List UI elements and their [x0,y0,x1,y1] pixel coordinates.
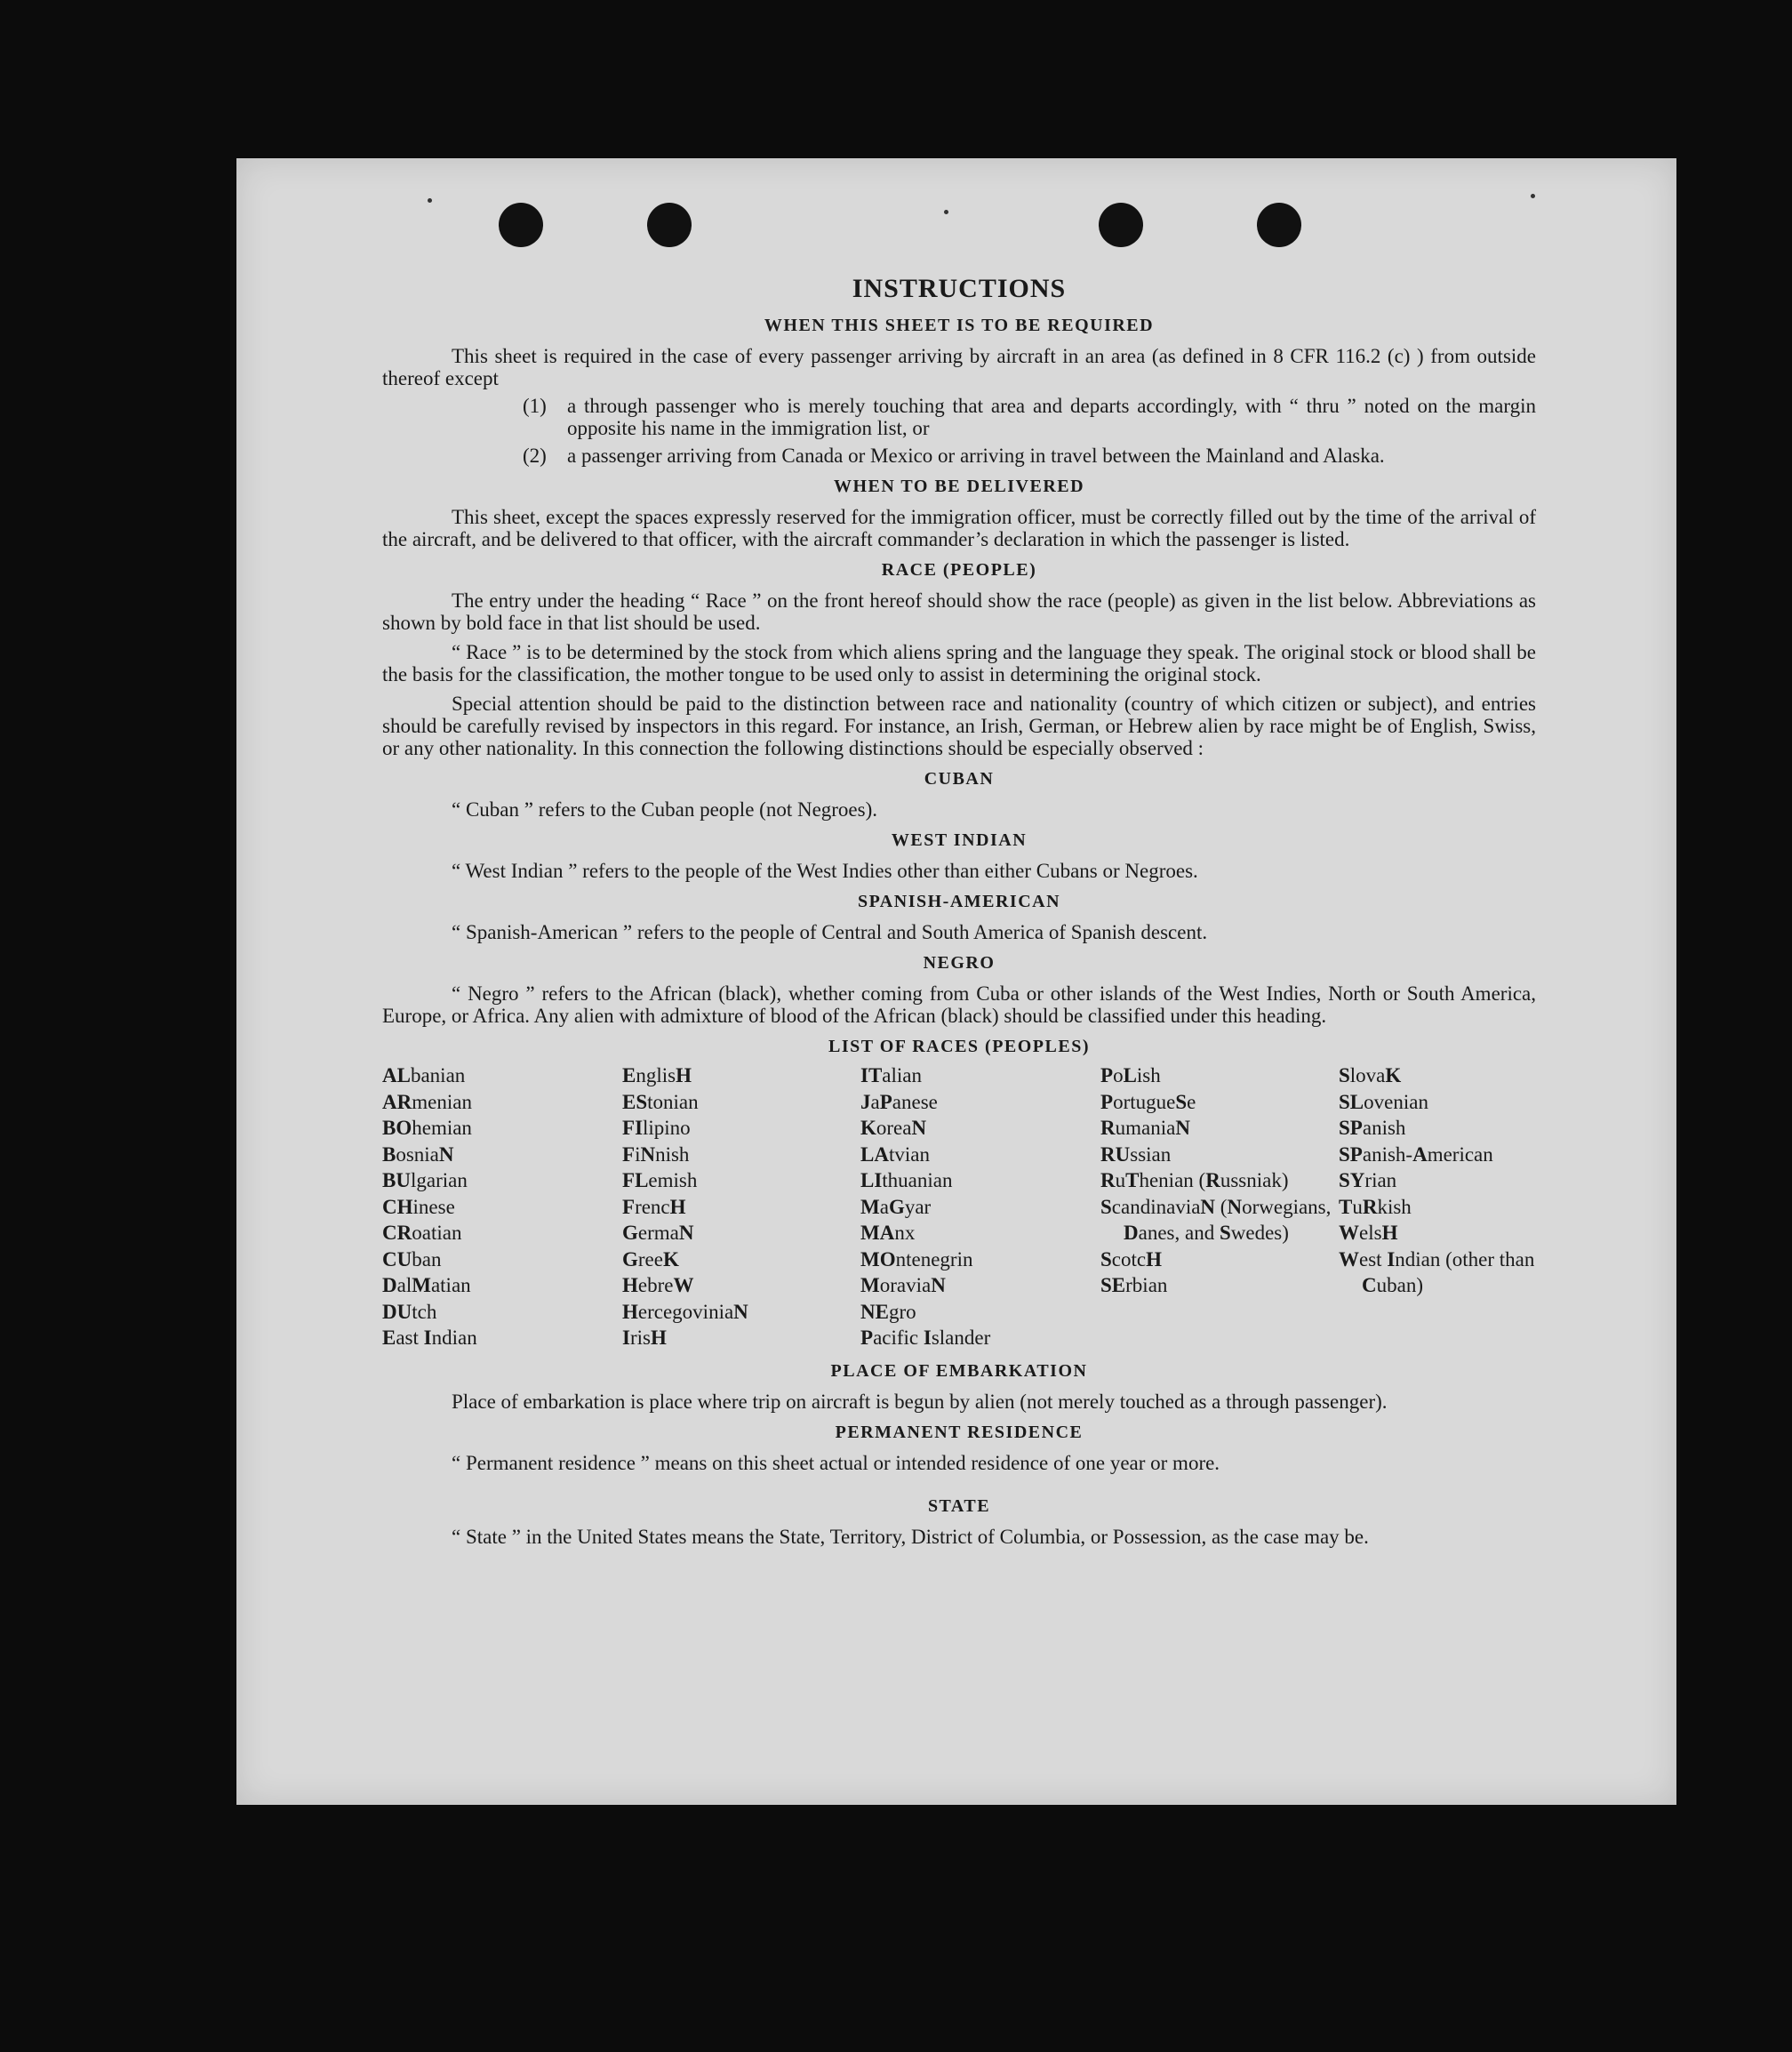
race-entry: BUlgarian [382,1169,468,1191]
race-entry: ScandinaviaN (Norwegians, Danes, and Swedes) [1100,1195,1332,1244]
speck [428,198,432,203]
race-entry: SLovenian [1339,1090,1428,1113]
heading-required: WHEN THIS SHEET IS TO BE REQUIRED [764,316,1155,335]
race-entry: ARmenian [382,1090,472,1113]
race-entry: SlovaK [1339,1064,1402,1086]
race-entry: ScotcH [1100,1247,1162,1270]
page-title: INSTRUCTIONS [852,274,1067,303]
race-entry: CHinese [382,1195,455,1218]
race-entry: FrencH [622,1195,686,1218]
para-delivered: This sheet, except the spaces expressly reserved for the immigration officer, must be correctly filled out by the time of the arrival of the aircraft, and be delivered to that officer, with the aircraft commander’s declaration in which the passenger is listed. [382,506,1536,550]
races-column [382,1062,622,1351]
para-cuban: “ Cuban ” refers to the Cuban people (not Negroes). [452,798,878,821]
para-residence: “ Permanent residence ” means on this sheet actual or intended residence of one year or more. [452,1451,1220,1474]
race-entry: West Indian (other than Cuban) [1339,1247,1535,1296]
exception-item [382,395,1536,439]
heading-races-list: LIST OF RACES (PEOPLES) [828,1037,1090,1056]
item-text: a through passenger who is merely touching that area and departs accordingly, with “ thru ” noted on the margin opposite his name in the immigration list, or [567,395,1536,439]
race-entry: BOhemian [382,1117,472,1139]
race-entry: SPanish-American [1339,1142,1493,1166]
para-required: This sheet is required in the case of every passenger arriving by aircraft in an area (as defined in 8 CFR 116.2 (c) ) from outside thereof except [382,345,1536,389]
race-entry: HercegoviniaN [622,1300,748,1323]
heading-spanish-american: SPANISH-AMERICAN [857,892,1061,911]
race-entry: ALbanian [382,1064,466,1086]
race-entry: GermaN [622,1222,694,1244]
speck [1531,194,1535,198]
race-entry: RuThenian (Russniak) [1100,1169,1289,1191]
punch-hole [1257,203,1301,247]
heading-state: STATE [927,1495,991,1516]
race-entry: EStonian [622,1090,699,1113]
race-entry: ITalian [860,1064,922,1086]
document-sheet [236,158,1676,1805]
para-race-3: Special attention should be paid to the distinction between race and nationality (country of which citizen or subject), and entries should be carefully revised by inspectors in this regard. For instance, an Irish, German, or Hebrew alien by race might be of English, Swiss, or any other nationality. In this connection the following distinctions should be especially observed : [382,693,1536,759]
race-entry: FiNnish [622,1142,690,1166]
race-entry: MoraviaN [860,1274,946,1296]
race-entry: HebreW [622,1274,694,1296]
heading-race: RACE (PEOPLE) [881,560,1037,580]
item-number: (2) [523,445,547,467]
race-entry: PoLish [1100,1064,1161,1086]
instructions-content [382,274,1536,1548]
para-negro: “ Negro ” refers to the African (black), whether coming from Cuba or other islands of the West Indies, North or South America, Europe, or Africa. Any alien with admixture of blood of the African (black) should be classified under this heading. [382,982,1536,1027]
race-entry: TuRkish [1339,1195,1412,1218]
race-entry: RUssian [1100,1142,1172,1166]
race-entry: EnglisH [622,1064,692,1086]
races-column [622,1062,860,1351]
heading-west-indian: WEST INDIAN [891,830,1028,850]
punch-hole [499,203,543,247]
race-entry: Pacific Islander [860,1327,991,1349]
heading-residence: PERMANENT RESIDENCE [835,1422,1084,1442]
para-race-1: The entry under the heading “ Race ” on the front hereof should show the race (people) as given in the list below. Abbreviations as shown by bold face in that list should be used. [382,589,1536,634]
race-entry: RumaniaN [1100,1117,1190,1139]
heading-embarkation: PLACE OF EMBARKATION [830,1360,1088,1381]
para-embarkation: Place of embarkation is place where trip on aircraft is begun by alien (not merely touched as a through passenger). [452,1390,1388,1413]
race-entry: FLemish [622,1169,698,1191]
race-entry: East Indian [382,1327,477,1349]
heading-cuban: CUBAN [924,769,995,789]
race-entry: NEgro [860,1300,916,1323]
race-entry: SErbian [1100,1274,1168,1296]
race-entry: GreeK [622,1247,679,1270]
race-entry: MAnx [860,1222,916,1244]
race-entry: IrisH [622,1327,667,1349]
races-list [382,1062,1536,1351]
race-entry: SPanish [1339,1117,1406,1139]
race-entry: JaPanese [860,1090,938,1113]
race-entry: CUban [382,1247,442,1270]
race-entry: KoreaN [860,1117,927,1139]
race-entry: DUtch [382,1300,437,1323]
race-entry: MaGyar [860,1195,932,1218]
para-spanish-american: “ Spanish-American ” refers to the people of Central and South America of Spanish descent. [452,921,1208,943]
item-text: a passenger arriving from Canada or Mexico or arriving in travel between the Mainland and Alaska. [567,445,1385,467]
para-race-2: “ Race ” is to be determined by the stock from which aliens spring and the language they speak. The original stock or blood shall be the basis for the classification, the mother tongue to be used only to assist in determining the original stock. [382,641,1536,685]
race-entry: PortugueSe [1100,1090,1196,1113]
race-entry: SYrian [1339,1169,1397,1191]
race-entry: CRoatian [382,1222,462,1244]
heading-negro: NEGRO [923,953,996,973]
races-column [1339,1062,1536,1351]
item-number: (1) [523,395,547,417]
heading-delivered: WHEN TO BE DELIVERED [833,477,1085,496]
para-state: “ State ” in the United States means the State, Territory, District of Columbia, or Possession, as the case may be. [452,1525,1369,1548]
race-entry: MOntenegrin [860,1247,973,1270]
races-column [860,1062,1100,1351]
punch-hole [1099,203,1143,247]
race-entry: BosniaN [382,1142,454,1166]
speck [944,210,948,214]
race-entry: LIthuanian [860,1169,953,1191]
para-west-indian: “ West Indian ” refers to the people of the West Indies other than either Cubans or Negroes. [452,860,1198,882]
exception-item [382,445,1536,467]
race-entry: DalMatian [382,1274,471,1296]
punch-hole [647,203,692,247]
races-column [1100,1062,1339,1351]
race-entry: WelsH [1339,1222,1398,1244]
race-entry: LAtvian [860,1142,930,1166]
race-entry: FIlipino [622,1117,691,1139]
